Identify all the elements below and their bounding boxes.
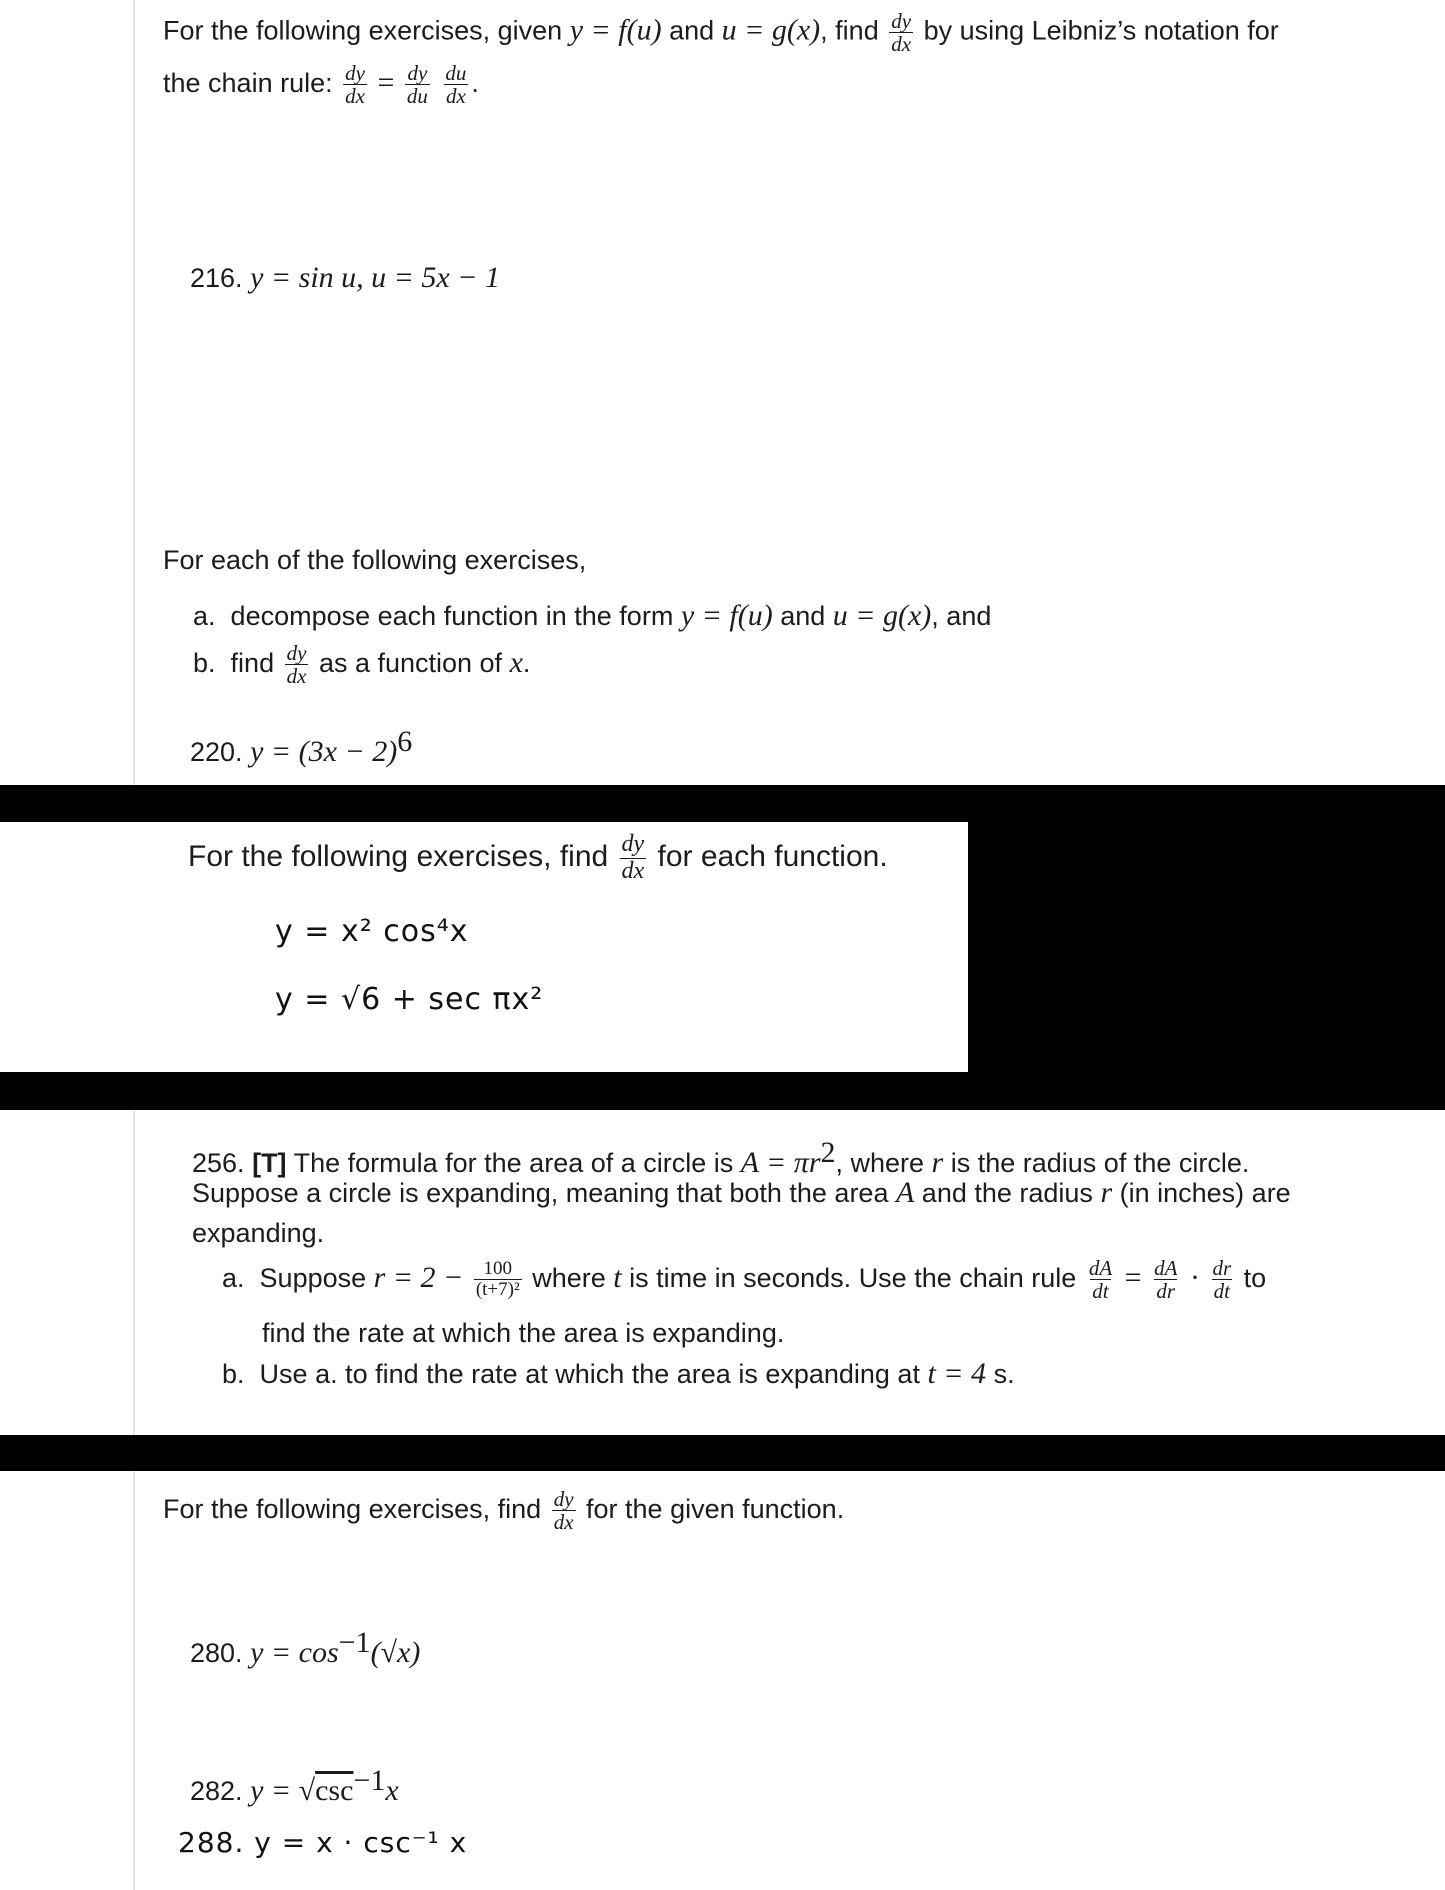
exercise-256-line-2: Suppose a circle is expanding, meaning that both the area A and the radius r (in inches) are [192,1176,1291,1209]
pasted-image-section3 [0,822,968,1072]
section3-heading: For the following exercises, find $\frac{dy}{dx}$ for each function. [188,831,888,884]
exercise-256-item-a: a. Suppose r = 2 − $\frac{100}{\text{(t+7)²}}$ where t is time in seconds. Use the chain rule $\frac{dA}{dt}$ = $\frac{dA}{dr}$ · $\frac{dr}{dt}$ to [222,1256,1267,1304]
handwritten-function-1: y = x² cos⁴x [275,914,469,949]
left-margin-rule [133,1110,135,1440]
intro-line-2: the chain rule: $\frac{dy}{dx}$ = $\frac{dy}{du}$ $\frac{du}{dx}$ . [163,61,479,109]
exercise-220: 220. $y = (3x - 2)^6$ [190,725,413,768]
handwritten-exercise-288: 288. y = x · csc⁻¹ x [178,1826,468,1859]
exercise-282: 282. $y = √\csc^{-1}x$ [190,1764,399,1807]
exercise-256-line-1: 256. [T] The formula for the area of a circle is $A = \pi r^2$, where r is the radius of the circle. [192,1136,1250,1179]
intro-line-1: For the following exercises, given y = f(u) and u = g(x), find $\frac{dy}{dx}$ by using Leibniz’s notation for [163,9,1279,57]
section4-heading: For the following exercises, find $\frac{dy}{dx}$ for the given function. [163,1487,845,1535]
left-margin-rule [133,0,135,785]
dy-dx-fraction: $\frac{dy}{dx}$ [891,9,912,57]
exercise-256-item-a-line-2: find the rate at which the area is expanding. [262,1318,785,1348]
exercise-256-line-3: expanding. [192,1218,325,1248]
handwritten-function-2: y = √6 + sec πx² [275,982,544,1017]
exercise-216: 216. y = sin u, u = 5x − 1 [190,261,500,294]
section2-item-b: b. find $\frac{dy}{dx}$ as a function of x. [193,641,531,689]
black-band-bottom [0,1435,1445,1471]
exercise-280: 280. $y = \cos^{-1}(√x)$ [190,1626,421,1669]
exercise-256-item-b: b. Use a. to find the rate at which the area is expanding at t = 4 s. [222,1357,1015,1390]
section2-item-a: a. decompose each function in the form y = f(u) and u = g(x), and [193,599,992,632]
left-margin-rule [133,1470,135,1890]
section2-heading: For each of the following exercises, [163,545,587,575]
